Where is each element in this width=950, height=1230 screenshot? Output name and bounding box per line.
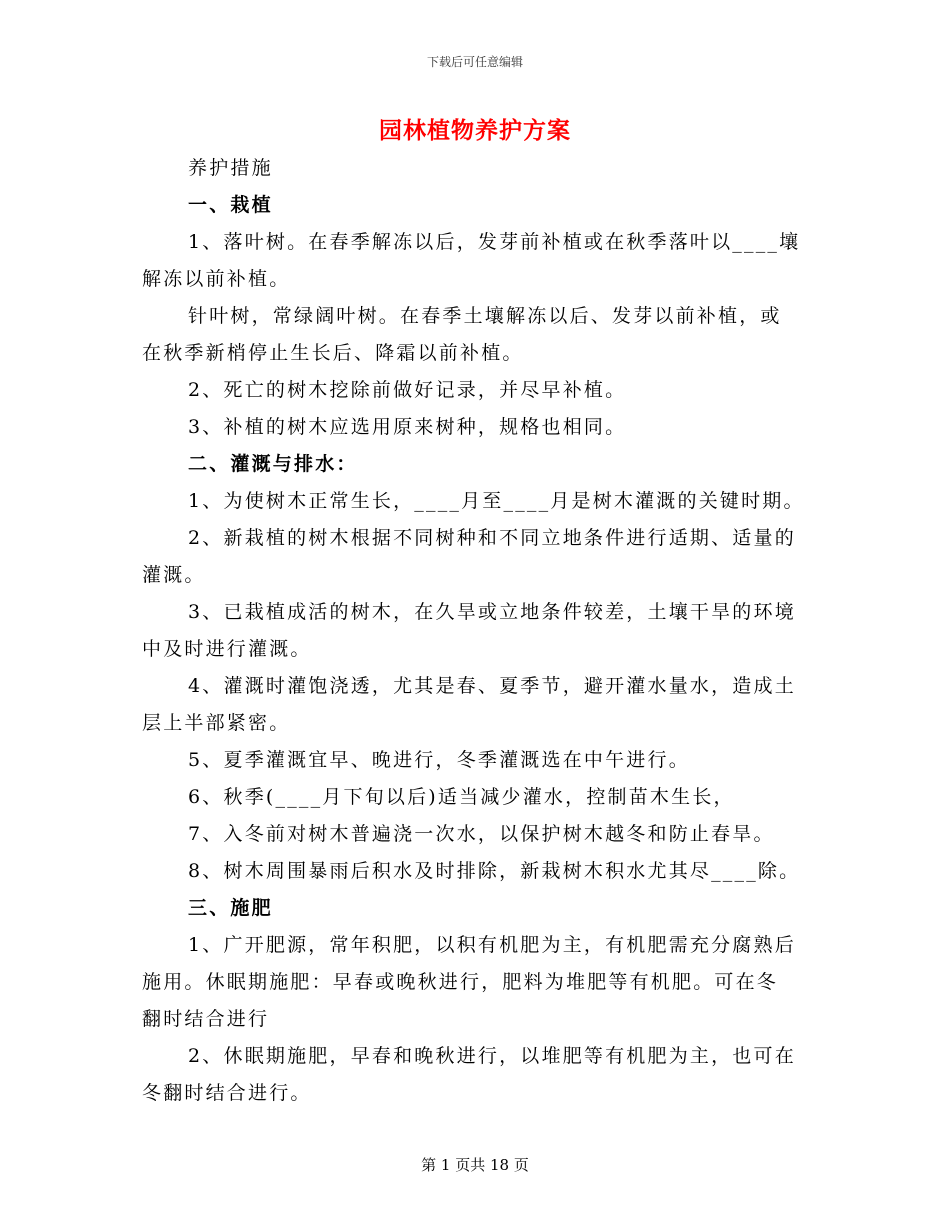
paragraph-line: 7、入冬前对树木普遍浇一次水，以保护树木越冬和防止春旱。 (188, 823, 775, 845)
paragraph-line: 中及时进行灌溉。 (142, 638, 312, 660)
header-note: 下载后可任意编辑 (426, 55, 523, 69)
paragraph-line: 解冻以前补植。 (142, 268, 291, 290)
paragraph-line: 3、补植的树木应选用原来树种，规格也相同。 (188, 416, 627, 438)
section-heading-fertilizing: 三、施肥 (188, 897, 273, 919)
paragraph-line: 层上半部紧密。 (142, 712, 291, 734)
paragraph-line: 8、树木周围暴雨后积水及时排除，新栽树木积水尤其尽____除。 (188, 860, 801, 882)
paragraph-line: 1、为使树木正常生长，____月至____月是树木灌溉的关键时期。 (188, 490, 805, 512)
paragraph-line: 针叶树，常绿阔叶树。在春季土壤解冻以后、发芽以前补植，或 (188, 305, 782, 327)
paragraph-line: 施用。休眠期施肥：早春或晚秋进行，肥料为堆肥等有机肥。可在冬 (142, 971, 779, 993)
paragraph-line: 3、已栽植成活的树木，在久旱或立地条件较差，土壤干旱的环境 (188, 601, 796, 623)
document-title: 园林植物养护方案 (379, 117, 571, 144)
paragraph-line: 1、广开肥源，常年积肥，以积有机肥为主，有机肥需充分腐熟后 (188, 934, 796, 956)
section-heading-irrigation: 二、灌溉与排水： (188, 453, 358, 475)
paragraph-line: 5、夏季灌溉宜早、晚进行，冬季灌溉选在中午进行。 (188, 749, 690, 771)
paragraph-line: 在秋季新梢停止生长后、降霜以前补植。 (142, 342, 524, 364)
paragraph-line: 2、休眠期施肥，早春和晚秋进行，以堆肥等有机肥为主，也可在 (188, 1045, 796, 1067)
paragraph-line: 灌溉。 (142, 564, 206, 586)
paragraph-line: 2、死亡的树木挖除前做好记录，并尽早补植。 (188, 379, 627, 401)
section-heading-planting: 一、栽植 (188, 194, 273, 216)
paragraph-line: 2、新栽植的树木根据不同树种和不同立地条件进行适期、适量的 (188, 527, 796, 549)
paragraph-line: 6、秋季(____月下旬以后)适当减少灌水，控制苗木生长， (188, 786, 735, 808)
intro-heading: 养护措施 (188, 157, 273, 179)
paragraph-line: 翻时结合进行 (142, 1008, 270, 1030)
paragraph-line: 4、灌溉时灌饱浇透，尤其是春、夏季节，避开灌水量水，造成土 (188, 675, 796, 697)
document-body (142, 150, 808, 1112)
page-footer: 第 1 页共 18 页 (421, 1156, 529, 1174)
paragraph-line: 1、落叶树。在春季解冻以后，发芽前补植或在秋季落叶以____壤 (188, 231, 801, 253)
paragraph-line: 冬翻时结合进行。 (142, 1082, 312, 1104)
